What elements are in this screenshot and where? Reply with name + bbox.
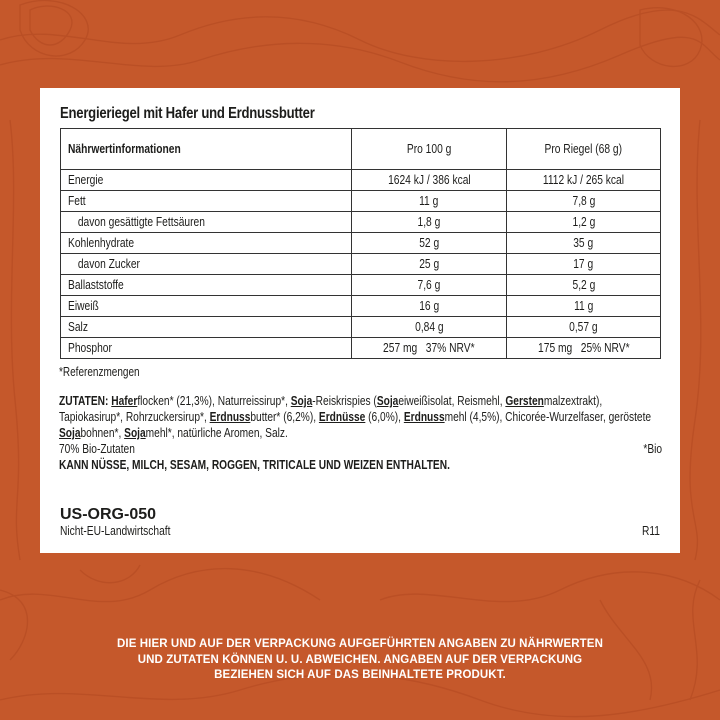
value-per-bar: 11 g: [573, 299, 594, 313]
value-per-100g: 52 g: [419, 236, 439, 250]
allergen-highlight: Gersten: [505, 394, 544, 408]
table-row: [61, 233, 661, 254]
table-header-row: [61, 129, 661, 170]
ingredient-text: flocken* (21,3%), Naturreissirup*,: [137, 394, 291, 408]
disclaimer-line: DIE HIER UND AUF DER VERPACKUNG AUFGEFÜHRTEN ANGABEN ZU NÄHRWERTEN: [117, 638, 603, 650]
allergen-highlight: Erdnuss: [403, 410, 445, 424]
value-per-100g: 16 g: [419, 299, 439, 313]
value-per-bar: 5,2 g: [572, 278, 595, 292]
allergen-highlight: Erdnuss: [209, 410, 251, 424]
disclaimer-line: UND ZUTATEN KÖNNEN U. U. ABWEICHEN. ANGABEN AUF DER VERPACKUNG: [137, 653, 583, 666]
allergen-highlight: Hafer: [111, 394, 138, 408]
nutrient-label: Eiweiß: [68, 299, 99, 313]
header-nutrient: Nährwertinformationen: [61, 129, 352, 170]
table-row: [61, 338, 661, 359]
header-per-bar: Pro Riegel (68 g): [507, 129, 661, 170]
ingredient-text: mehl*, natürliche Aromen, Salz.: [145, 426, 288, 440]
value-per-bar: 175 mg 25% NRV*: [537, 341, 630, 355]
value-per-100g: 11 g: [419, 194, 439, 208]
table-row: [61, 317, 661, 338]
ingredient-text: mehl (4,5%), Chicorée-Wurzelfaser, geröstete: [444, 410, 652, 424]
header-per-100g: Pro 100 g: [352, 129, 507, 170]
allergen-highlight: Erdnüsse: [318, 410, 366, 424]
nutrition-label-card: [40, 88, 680, 553]
allergen-highlight: Soja: [376, 394, 399, 408]
ingredient-text: -Reiskrispies (: [312, 394, 377, 408]
organic-line: [59, 441, 662, 457]
disclaimer-text: [0, 637, 720, 684]
value-per-100g: 257 mg 37% NRV*: [383, 341, 475, 355]
ingredients-block: [59, 393, 662, 473]
value-per-bar: 1,2 g: [572, 215, 595, 229]
ingredient-text: (6,0%),: [365, 410, 404, 424]
organic-control-code: US-ORG-050: [60, 506, 157, 523]
allergen-highlight: Soja: [59, 426, 81, 440]
table-row: [61, 170, 661, 191]
nutrient-label: davon gesättigte Fettsäuren: [77, 215, 205, 229]
ingredients-list: [59, 393, 662, 441]
allergen-highlight: Soja: [124, 426, 146, 440]
reference-code: R11: [641, 524, 660, 538]
value-per-bar: 17 g: [573, 257, 594, 271]
value-per-bar: 7,8 g: [572, 194, 595, 208]
nutrient-label: Salz: [68, 320, 88, 334]
nutrient-label: Ballaststoffe: [68, 278, 124, 292]
ingredients-text: [59, 394, 651, 440]
table-row: [61, 191, 661, 212]
allergen-highlight: Soja: [290, 394, 313, 408]
disclaimer-line: BEZIEHEN SICH AUF DAS BEINHALTETE PRODUKT.: [214, 669, 506, 681]
value-per-bar: 1112 kJ / 265 kcal: [542, 173, 625, 187]
reference-note: *Referenzmengen: [59, 365, 140, 379]
ingredients-label: ZUTATEN:: [59, 394, 109, 408]
ingredient-text: butter* (6,2%),: [250, 410, 319, 424]
value-per-bar: 35 g: [573, 236, 594, 250]
table-row: [61, 212, 661, 233]
agriculture-origin: Nicht-EU-Landwirtschaft: [60, 524, 171, 538]
value-per-100g: 0,84 g: [414, 320, 444, 334]
value-per-100g: 25 g: [419, 257, 439, 271]
table-row: [61, 296, 661, 317]
table-row: [61, 275, 661, 296]
ingredient-text: malzextrakt), Tapiokasirup*, Rohrzuckersirup*,: [59, 394, 603, 424]
organic-note: *Bio: [643, 442, 663, 456]
nutrition-table: [60, 128, 661, 359]
product-title: Energieriegel mit Hafer und Erdnussbutter: [60, 105, 315, 122]
nutrient-label: Kohlenhydrate: [68, 236, 135, 250]
nutrient-label: Energie: [68, 173, 104, 187]
table-row: [61, 254, 661, 275]
nutrient-label: Fett: [68, 194, 86, 208]
value-per-bar: 0,57 g: [569, 320, 598, 334]
nutrient-label: davon Zucker: [77, 257, 140, 271]
value-per-100g: 7,6 g: [417, 278, 441, 292]
allergen-warning: KANN NÜSSE, MILCH, SESAM, ROGGEN, TRITICALE UND WEIZEN ENTHALTEN.: [59, 458, 450, 472]
ingredient-text: eiweißisolat, Reismehl,: [398, 394, 506, 408]
value-per-100g: 1624 kJ / 386 kcal: [387, 173, 471, 187]
organic-share: 70% Bio-Zutaten: [59, 442, 135, 456]
value-per-100g: 1,8 g: [417, 215, 441, 229]
ingredient-text: bohnen*,: [80, 426, 125, 440]
nutrient-label: Phosphor: [68, 341, 112, 355]
